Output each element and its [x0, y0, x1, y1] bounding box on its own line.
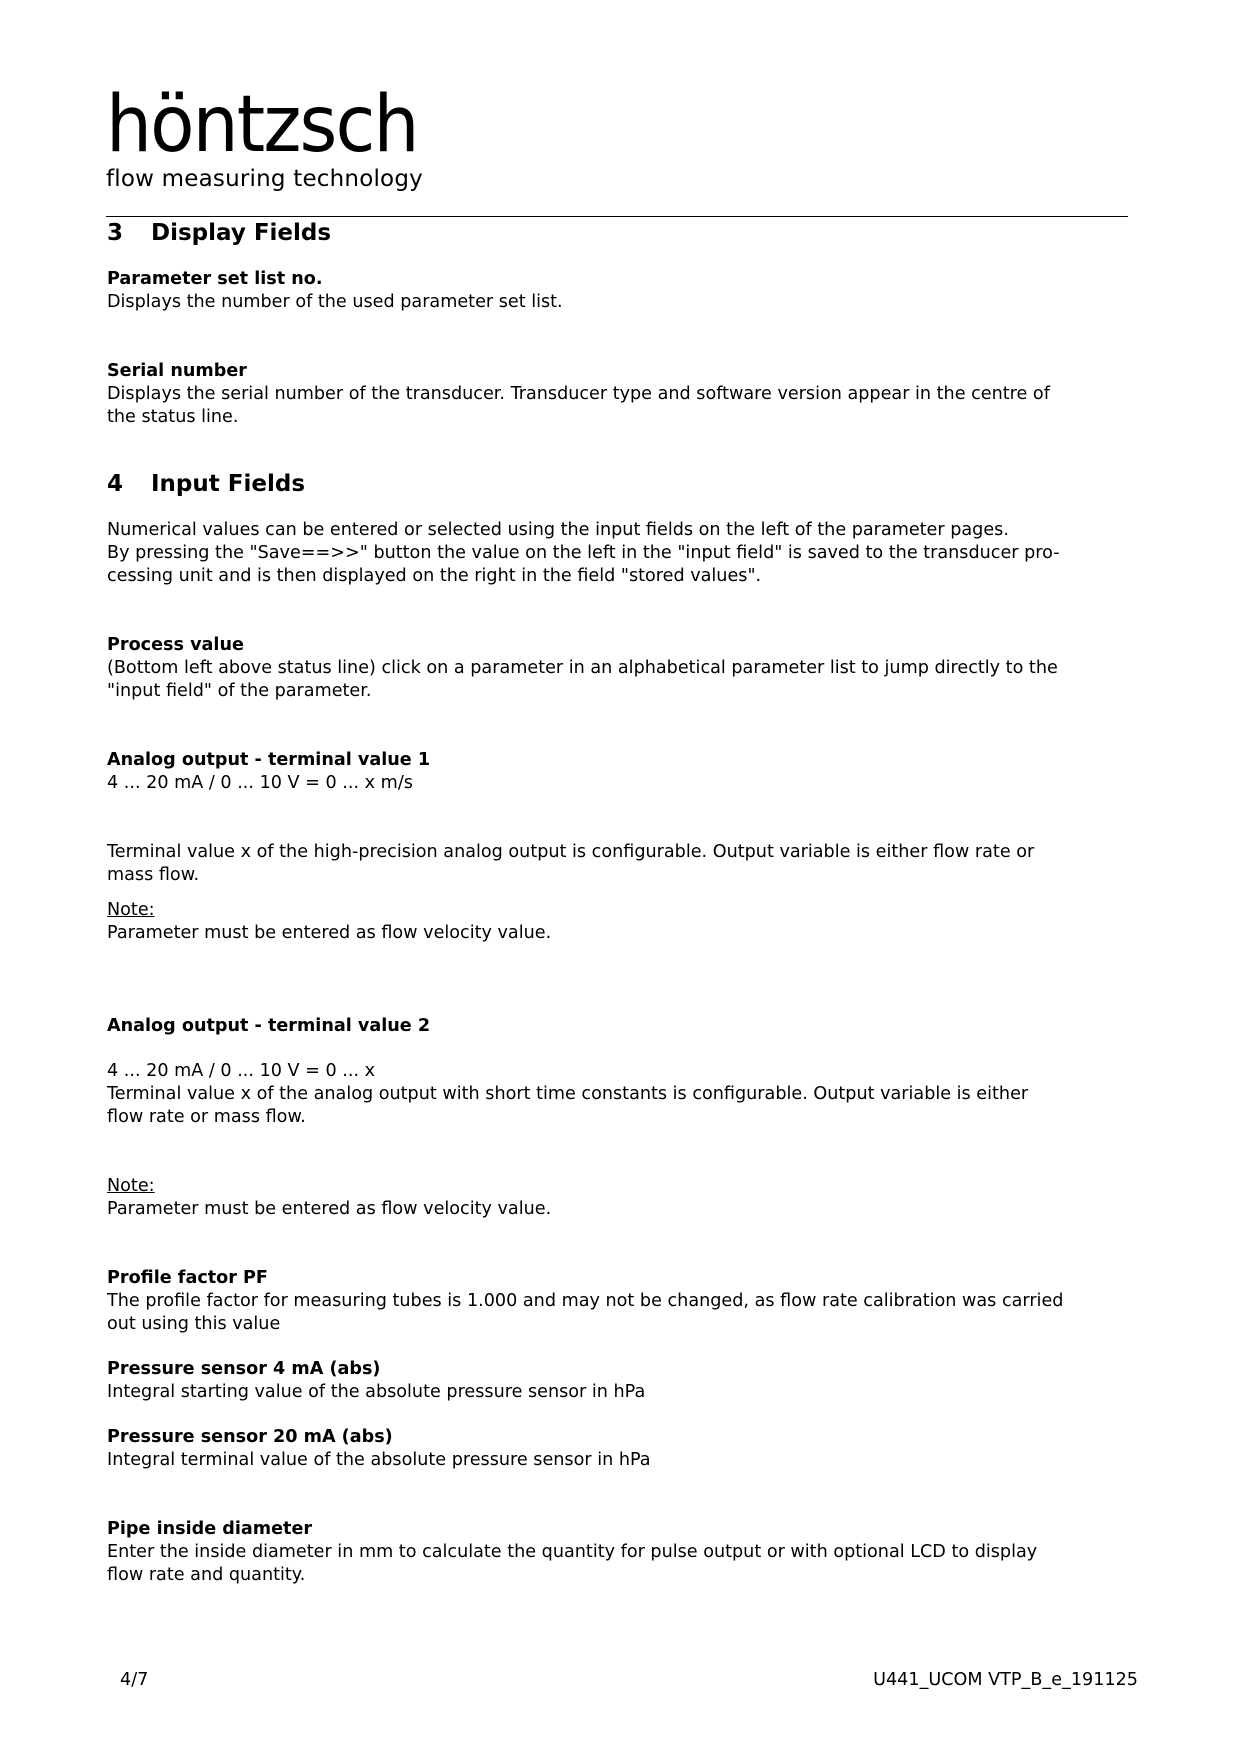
section-number: 3: [107, 220, 124, 246]
item-text: "input field" of the parameter.: [107, 681, 372, 701]
item-label: Parameter set list no.: [107, 269, 323, 289]
logo-wordmark: höntzsch: [106, 80, 418, 170]
company-logo: [106, 80, 441, 192]
item-label: Analog output - terminal value 2: [107, 1016, 431, 1036]
note-text: Parameter must be entered as flow velocity value.: [107, 923, 552, 943]
item-text: out using this value: [107, 1314, 281, 1334]
intro-text: By pressing the "Save==>>" button the value on the left in the "input field" is saved to the transducer pro-: [107, 543, 1060, 563]
logo-tagline: flow measuring technology: [106, 166, 423, 192]
item-label: Profile factor PF: [107, 1268, 268, 1288]
item-text: (Bottom left above status line) click on a parameter in an alphabetical parameter list to jump directly to the: [107, 658, 1058, 678]
item-label: Pressure sensor 20 mA (abs): [107, 1427, 393, 1447]
item-text: flow rate or mass flow.: [107, 1107, 306, 1127]
formula-text: 4 ... 20 mA / 0 ... 10 V = 0 ... x m/s: [107, 773, 413, 793]
header-divider: [106, 216, 1128, 217]
intro-text: cessing unit and is then displayed on the right in the field "stored values".: [107, 566, 762, 586]
note-label: Note:: [107, 900, 155, 920]
item-text: Terminal value x of the high-precision analog output is configurable. Output variable is either flow rate or: [107, 842, 1035, 862]
section-title: Display Fields: [151, 220, 332, 246]
item-label: Process value: [107, 635, 244, 655]
note-text: Parameter must be entered as flow velocity value.: [107, 1199, 552, 1219]
item-text: the status line.: [107, 407, 239, 427]
item-text: Enter the inside diameter in mm to calculate the quantity for pulse output or with optional LCD to display: [107, 1542, 1038, 1562]
item-text: Terminal value x of the analog output with short time constants is configurable. Output variable is either: [107, 1084, 1029, 1104]
document-body: [107, 218, 1137, 1587]
item-text: The profile factor for measuring tubes is 1.000 and may not be changed, as flow rate calibration was carried: [107, 1291, 1064, 1311]
item-label: Pressure sensor 4 mA (abs): [107, 1359, 381, 1379]
intro-text: Numerical values can be entered or selected using the input fields on the left of the parameter pages.: [107, 520, 1009, 540]
item-text: mass flow.: [107, 865, 200, 885]
note-label: Note:: [107, 1176, 155, 1196]
section-3-heading: [107, 218, 1137, 248]
page-number: 4/7: [120, 1670, 149, 1690]
item-text: flow rate and quantity.: [107, 1565, 306, 1585]
section-4-heading: [107, 469, 1137, 499]
item-text: Displays the number of the used parameter set list.: [107, 292, 563, 312]
section-title: Input Fields: [151, 471, 306, 497]
item-label: Analog output - terminal value 1: [107, 750, 431, 770]
item-text: Displays the serial number of the transducer. Transducer type and software version appear in the centre of: [107, 384, 1050, 404]
item-label: Pipe inside diameter: [107, 1519, 313, 1539]
section-number: 4: [107, 471, 124, 497]
item-text: Integral starting value of the absolute pressure sensor in hPa: [107, 1382, 646, 1402]
formula-text: 4 ... 20 mA / 0 ... 10 V = 0 ... x: [107, 1061, 376, 1081]
item-label: Serial number: [107, 361, 247, 381]
document-id: U441_UCOM VTP_B_e_191125: [873, 1670, 1138, 1690]
item-text: Integral terminal value of the absolute pressure sensor in hPa: [107, 1450, 651, 1470]
